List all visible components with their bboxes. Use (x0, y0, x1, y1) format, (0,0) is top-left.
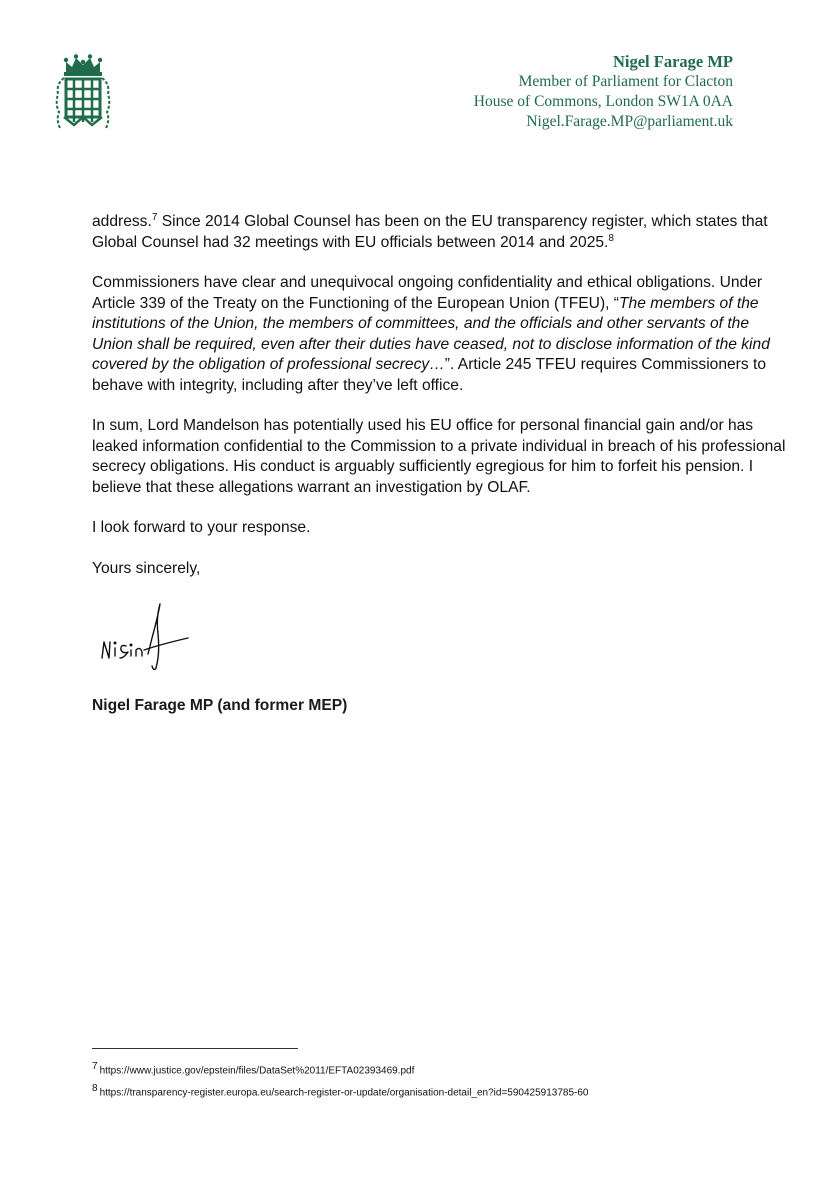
paragraph-summary: In sum, Lord Mandelson has potentially used his EU office for personal financial gain and/or has leaked information confidential to the Commission to a private individual in breach of his professional secrecy obligations. His conduct is arguably sufficiently egregious for him to forfeit his pension. I believe that these allegations warrant an investigation by OLAF. (92, 417, 786, 496)
footnote-8 (92, 1080, 589, 1102)
paragraph-text: Commissioners have clear and unequivocal ongoing confidentiality and ethical obligations. Under Article 339 of the Treaty on the Functioning of the European Union (TFEU), “ (92, 274, 763, 312)
letterhead-name: Nigel Farage MP (612, 52, 733, 71)
signatory-name: Nigel Farage MP (and former MEP) (92, 697, 348, 714)
letterhead-address: House of Commons, London SW1A 0AA (473, 93, 733, 110)
footnote-ref-8[interactable]: 8 (608, 232, 614, 244)
footnote-number: 7 (92, 1061, 98, 1072)
footnote-7 (92, 1058, 589, 1080)
footnote-divider (92, 1048, 298, 1049)
handwritten-signature (96, 598, 196, 670)
treaty-quote: The members of the institutions of the Union, the members of committees, and the officials and other servants of the Union shall be required, even after their duties have ceased, not to disclose information of the kind covered by the obligation of professional secrecy… (92, 294, 770, 373)
paragraph-closing-request: I look forward to your response. (92, 519, 311, 536)
letterhead-role: Member of Parliament for Clacton (518, 73, 733, 90)
footnotes (92, 1058, 589, 1103)
paragraph-text: address. (92, 213, 152, 230)
paragraph-text: Since 2014 Global Counsel has been on the EU transparency register, which states that Global Counsel had 32 meetings with EU officials between 2014 and 2025. (92, 213, 768, 251)
paragraph-text: ”. Article 245 TFEU requires Commissioners to behave with integrity, including after they’ve left office. (92, 356, 767, 394)
letter-body (92, 212, 792, 599)
footnote-link[interactable]: https://transparency-register.europa.eu/search-register-or-update/organisation-detail_en?id=590425913785-60 (99, 1087, 589, 1099)
letterhead-address-block (474, 52, 733, 132)
closing-salutation: Yours sincerely, (92, 559, 201, 577)
portcullis-crest-icon (52, 54, 114, 132)
paragraph-transparency (92, 212, 792, 253)
paragraph-obligations (92, 273, 792, 396)
footnote-number: 8 (92, 1083, 98, 1095)
letterhead-email: Nigel.Farage.MP@parliament.uk (526, 113, 733, 130)
footnote-link[interactable]: https://www.justice.gov/epstein/files/DataSet%2011/EFTA02393469.pdf (99, 1065, 415, 1077)
footnote-ref-7[interactable]: 7 (151, 211, 158, 223)
